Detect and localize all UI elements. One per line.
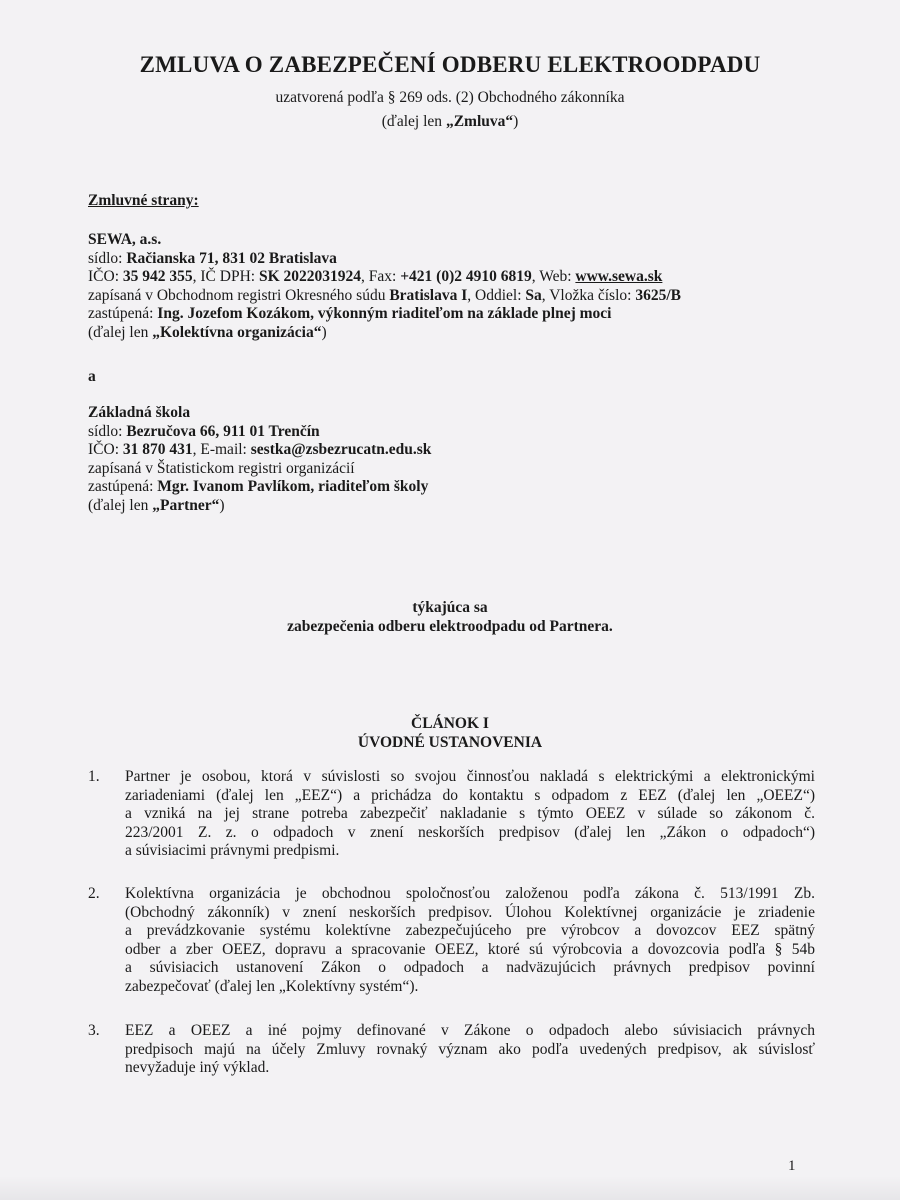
party2-registry: zapísaná v Štatistickom registri organizácií	[88, 459, 355, 477]
clause-number: 3.	[88, 1022, 100, 1039]
party2-email-link[interactable]: sestka@zsbezrucatn.edu.sk	[250, 441, 432, 458]
party1-web-link[interactable]: www.sewa.sk	[575, 268, 663, 285]
party2-ids: IČO: 31 870 431, E-mail: sestka@zsbezrucatn.edu.sk	[88, 441, 432, 458]
article-number: ČLÁNOK I	[411, 715, 489, 732]
clause-number: 1.	[88, 768, 100, 785]
clause-text: Kolektívna organizácia je obchodnou spoločnosťou založenou podľa zákona č. 513/1991 Zb. (Obchodný zákonník) v znení neskorších predpisov. Úlohou Kolektívnej organizácie je zriadenie a prevádzkovanie systému kolektívne zabezpečujúceho pre výrobcov a dovozcov EEZ spätný odber a zber OEEZ, dopravu a spracovanie OEEZ, ktoré sú výrobcovia a dovozcovia podľa § 54b a súvisiacich ustanovení Zákon o odpadoch a nadväzujúcich právnych predpisov povinní zabezpečovať (ďalej len „Kolektívny systém“).	[125, 885, 815, 995]
document-title: ZMLUVA O ZABEZPEČENÍ ODBERU ELEKTROODPADU	[139, 52, 761, 77]
party2-alias: (ďalej len „Partner“)	[88, 496, 225, 514]
article-title: ÚVODNÉ USTANOVENIA	[357, 734, 543, 751]
document-subtitle: uzatvorená podľa § 269 ods. (2) Obchodného zákonníka	[275, 89, 625, 106]
subject-line1: týkajúca sa	[412, 599, 488, 616]
party1-registry: zapísaná v Obchodnom registri Okresného súdu Bratislava I, Oddiel: Sa, Vložka číslo: 3625/B	[88, 286, 681, 304]
parties-heading: Zmluvné strany:	[88, 192, 199, 209]
subject-line2: zabezpečenia odberu elektroodpadu od Partnera.	[287, 618, 613, 635]
party2-representative: zastúpená: Mgr. Ivanom Pavlíkom, riaditeľom školy	[88, 478, 429, 495]
party2-name: Základná škola	[88, 404, 191, 421]
party1-ids: IČO: 35 942 355, IČ DPH: SK 2022031924, Fax: +421 (0)2 4910 6819, Web: www.sewa.sk	[88, 268, 663, 285]
clause-number: 2.	[88, 885, 100, 902]
party1-alias: (ďalej len „Kolektívna organizácia“)	[88, 323, 327, 341]
party2-seat: sídlo: Bezručova 66, 911 01 Trenčín	[88, 422, 320, 440]
document-alias: (ďalej len „Zmluva“)	[381, 113, 519, 130]
party1-name: SEWA, a.s.	[88, 231, 162, 248]
and-word: a	[88, 368, 96, 385]
party1-representative: zastúpená: Ing. Jozefom Kozákom, výkonným riaditeľom na základe plnej moci	[88, 305, 612, 322]
page-number: 1	[788, 1158, 796, 1174]
party1-seat: sídlo: Račianska 71, 831 02 Bratislava	[88, 249, 337, 267]
scan-edge-shadow	[0, 1176, 900, 1200]
clause-text: EEZ a OEEZ a iné pojmy definované v Zákone o odpadoch alebo súvisiacich právnych predpisoch majú na účely Zmluvy rovnaký význam ako podľa uvedených predpisov, ak súvislosť nevyžaduje iný výklad.	[125, 1022, 815, 1076]
clause-text: Partner je osobou, ktorá v súvislosti so svojou činnosťou nakladá s elektrickými a elektronickými zariadeniami (ďalej len „EEZ“) a prichádza do kontaktu s odpadom z EEZ (ďalej len „OEEZ“) a vzniká na jej strane potreba zabezpečiť nakladanie s týmto OEEZ v súlade so zákonom č. 223/2001 Z. z. o odpadoch v znení neskorších predpisov (ďalej len „Zákon o odpadoch“) a súvisiacimi právnymi predpismi.	[125, 768, 815, 859]
party1-block	[88, 231, 828, 342]
party2-block	[88, 404, 828, 515]
